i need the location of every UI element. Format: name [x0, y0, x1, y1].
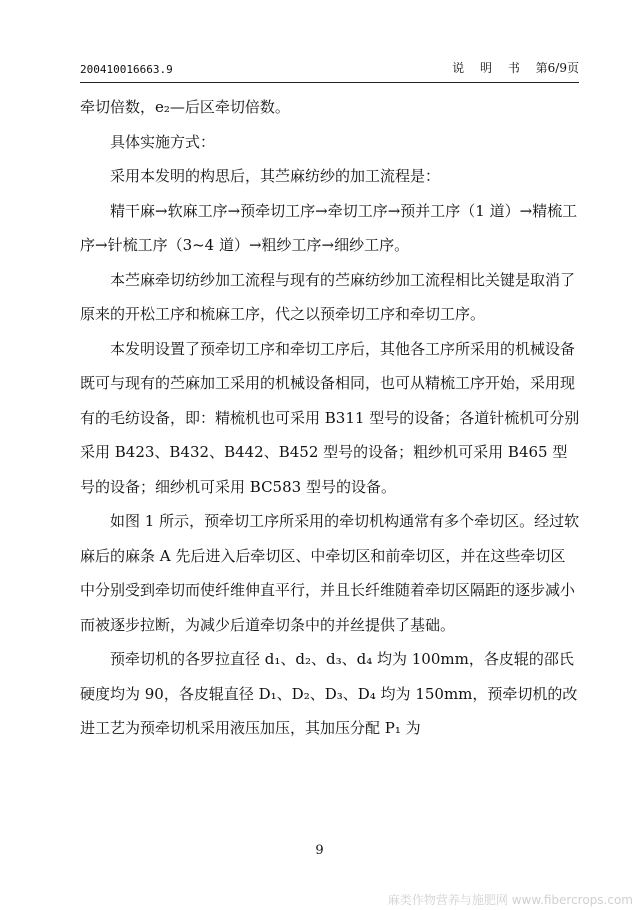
page-indicator: 第6/9页	[535, 61, 579, 75]
doc-type-char: 明	[479, 61, 492, 75]
paragraph: 本发明设置了预牵切工序和牵切工序后，其他各工序所采用的机械设备既可与现有的苎麻加工采用的机械设备相同，也可从精梳工序开始，采用现有的毛纺设备，即：精梳机也可采用 B311 型号的设备；各道针梳机可分别采用 B423、B432、B442、B452 型号的设备；粗纱机可采用 B465 型号的设备；细纱机可采用 BC583 型号的设备。	[80, 339, 580, 496]
doc-number: 200410016663.9	[80, 63, 173, 76]
page-header	[80, 58, 579, 83]
paragraph: 如图 1 所示，预牵切工序所采用的牵切机构通常有多个牵切区。经过软麻后的麻条 A 先后进入后牵切区、中牵切区和前牵切区，并在这些牵切区中分别受到牵切而使纤维伸直平行，并且长纤维随着牵切区隔距的逐步减小而被逐步拉断，为减少后道牵切条中的并丝提供了基础。	[80, 512, 580, 634]
body-text	[80, 90, 580, 746]
paragraph: 本苎麻牵切纺纱加工流程与现有的苎麻纺纱加工流程相比关键是取消了原来的开松工序和梳麻工序，代之以预牵切工序和牵切工序。	[80, 270, 576, 323]
paragraph: 预牵切机的各罗拉直径 d₁、d₂、d₃、d₄ 均为 100mm，各皮辊的邵氏硬度均为 90，各皮辊直径 D₁、D₂、D₃、D₄ 均为 150mm，预牵切机的改进工艺为预牵切机采用液压加压，其加压分配 P₁ 为	[80, 650, 578, 737]
paragraph: 采用本发明的构思后，其苎麻纺纱的加工流程是：	[110, 167, 441, 185]
paragraph: 牵切倍数，e₂—后区牵切倍数。	[80, 98, 290, 116]
paragraph: 精干麻→软麻工序→预牵切工序→牵切工序→预并工序（1 道）→精梳工序→针梳工序（3~4 道）→粗纱工序→细纱工序。	[80, 201, 578, 254]
page-number: 9	[315, 843, 324, 858]
paragraph: 具体实施方式：	[110, 132, 216, 151]
header-right	[440, 59, 579, 76]
doc-type-char: 书	[507, 61, 520, 75]
doc-type-char: 说	[452, 61, 465, 75]
watermark: 麻类作物营养与施肥网 www.fibercrops.com	[387, 893, 633, 907]
